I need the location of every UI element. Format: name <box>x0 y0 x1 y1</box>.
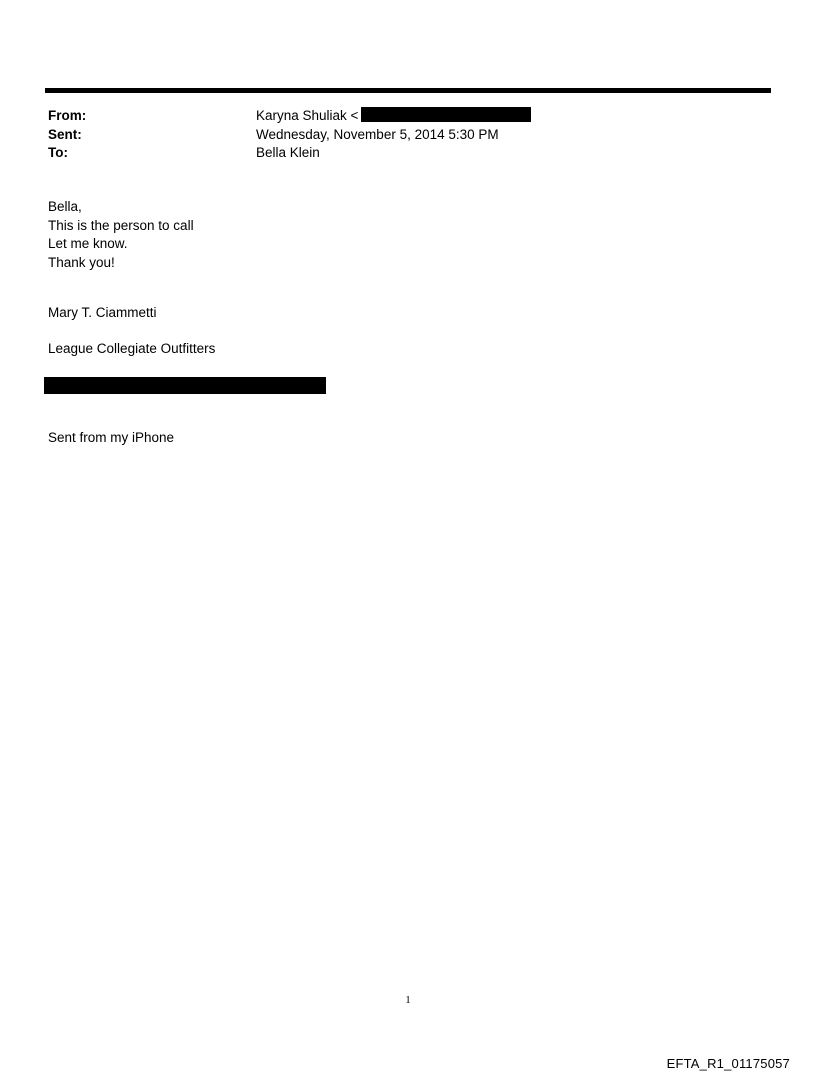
sent-from-signature: Sent from my iPhone <box>48 430 175 445</box>
body-line: Let me know. <box>48 236 128 251</box>
redacted-block <box>44 377 326 394</box>
document-id: EFTA_R1_01175057 <box>666 1056 790 1071</box>
body-line: Bella, <box>48 199 82 214</box>
from-value <box>256 107 531 126</box>
body-line: Thank you! <box>48 254 115 270</box>
to-value: Bella Klein <box>256 145 320 160</box>
email-body <box>48 198 194 272</box>
signature-name: Mary T. Ciammetti <box>48 305 157 320</box>
sent-label: Sent: <box>48 126 82 142</box>
redacted-email <box>361 107 531 122</box>
sent-value: Wednesday, November 5, 2014 5:30 PM <box>256 126 499 142</box>
sender-name: Karyna Shuliak < <box>256 108 359 123</box>
body-line: This is the person to call <box>48 217 194 233</box>
signature-company: League Collegiate Outfitters <box>48 341 216 356</box>
header-rule <box>45 88 771 93</box>
to-label: To: <box>48 145 68 160</box>
page-number: 1 <box>405 994 411 1006</box>
from-label: From: <box>48 108 87 123</box>
